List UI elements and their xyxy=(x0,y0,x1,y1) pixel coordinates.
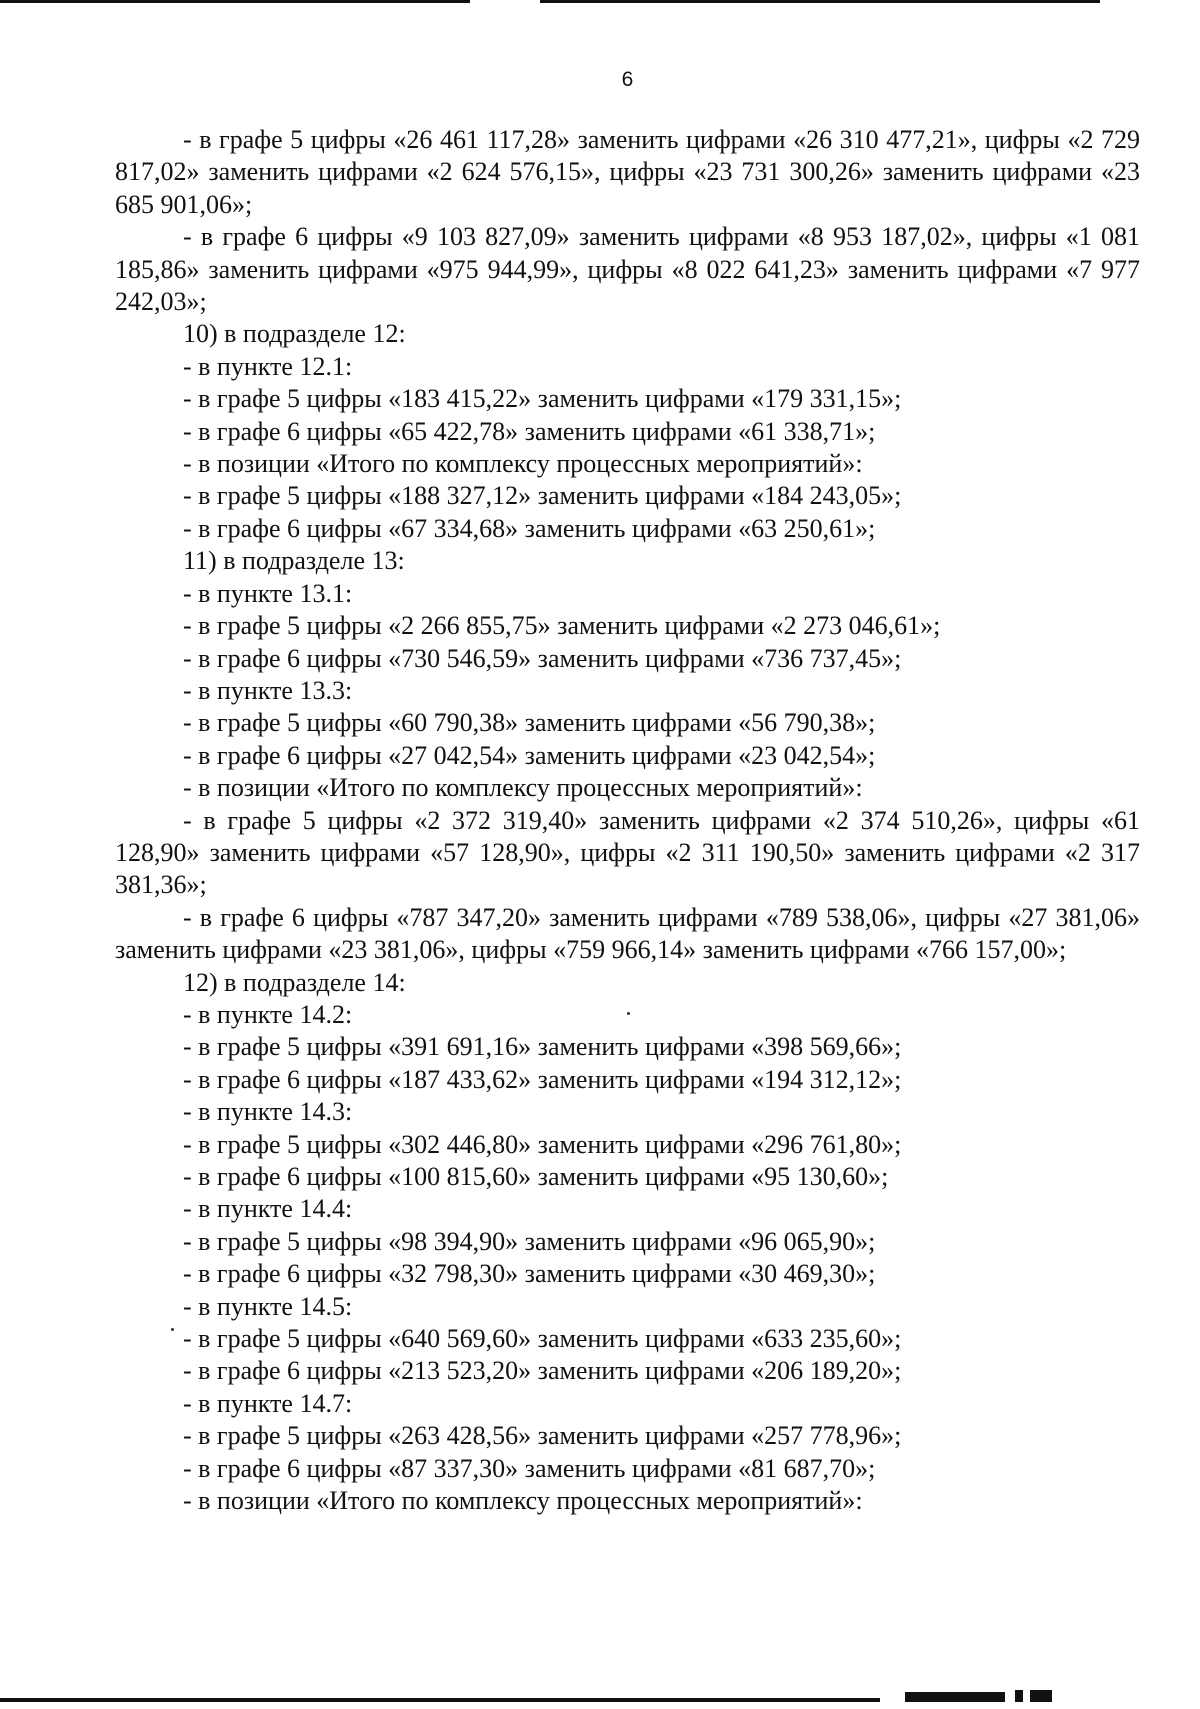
text-line: - в пункте 13.1: xyxy=(183,578,353,608)
scan-edge-bottom xyxy=(0,1690,1200,1709)
text-line: - в пункте 14.2: xyxy=(183,999,353,1029)
text-line: - в графе 6 цифры «213 523,20» заменить цифрами «206 189,20»; xyxy=(183,1356,902,1386)
scan-speck xyxy=(627,1012,630,1015)
text-line: - в графе 6 цифры «67 334,68» заменить цифрами «63 250,61»; xyxy=(183,513,876,543)
scan-mark xyxy=(0,1698,880,1702)
text-line: - в графе 5 цифры «98 394,90» заменить цифрами «96 065,90»; xyxy=(183,1226,876,1256)
text-line: - в позиции «Итого по комплексу процессных мероприятий»: xyxy=(183,773,863,803)
text-line: - в пункте 14.7: xyxy=(183,1388,353,1418)
scan-speck xyxy=(171,1328,174,1331)
text-line: - в графе 6 цифры «32 798,30» заменить цифрами «30 469,30»; xyxy=(183,1259,876,1289)
scan-mark xyxy=(1030,1690,1052,1702)
text-line: - в графе 5 цифры «183 415,22» заменить цифрами «179 331,15»; xyxy=(183,384,902,414)
text-line: - в графе 5 цифры «188 327,12» заменить цифрами «184 243,05»; xyxy=(183,481,902,511)
scan-mark xyxy=(1015,1690,1023,1702)
text-line: 10) в подразделе 12: xyxy=(183,319,406,349)
text-line: - в графе 6 цифры «187 433,62» заменить цифрами «194 312,12»; xyxy=(183,1064,902,1094)
text-line: - в позиции «Итого по комплексу процессных мероприятий»: xyxy=(183,1486,863,1516)
text-line: - в графе 6 цифры «27 042,54» заменить цифрами «23 042,54»; xyxy=(183,740,876,770)
text-line: - в графе 5 цифры «60 790,38» заменить цифрами «56 790,38»; xyxy=(183,708,876,738)
text-line: 11) в подразделе 13: xyxy=(183,546,405,576)
scan-mark xyxy=(0,0,470,3)
text-line: - в позиции «Итого по комплексу процессных мероприятий»: xyxy=(183,449,863,479)
text-line: - в графе 5 цифры «391 691,16» заменить цифрами «398 569,66»; xyxy=(183,1032,902,1062)
text-line: - в графе 5 цифры «302 446,80» заменить цифрами «296 761,80»; xyxy=(183,1129,902,1159)
text-line: 12) в подразделе 14: xyxy=(183,967,406,997)
paragraph: - в графе 5 цифры «2 372 319,40» заменить цифрами «2 374 510,26», цифры «61 128,90» заменить цифрами «57 128,90», цифры «2 311 190,50» заменить цифрами «2 317 381,36»; xyxy=(115,805,1140,900)
paragraph: - в графе 6 цифры «787 347,20» заменить цифрами «789 538,06», цифры «27 381,06» заменить цифрами «23 381,06», цифры «759 966,14» заменить цифрами «766 157,00»; xyxy=(115,902,1140,965)
text-line: - в пункте 13.3: xyxy=(183,675,353,705)
text-line: - в графе 5 цифры «2 266 855,75» заменить цифрами «2 273 046,61»; xyxy=(183,611,941,641)
text-line: - в графе 5 цифры «263 428,56» заменить цифрами «257 778,96»; xyxy=(183,1421,902,1451)
paragraph: - в графе 6 цифры «9 103 827,09» заменить цифрами «8 953 187,02», цифры «1 081 185,86» заменить цифрами «975 944,99», цифры «8 022 641,23» заменить цифрами «7 977 242,03»; xyxy=(115,222,1140,317)
scan-mark xyxy=(905,1692,1005,1702)
text-line: - в графе 6 цифры «65 422,78» заменить цифрами «61 338,71»; xyxy=(183,416,876,446)
page-number: 6 xyxy=(621,68,634,91)
scan-edge-top xyxy=(0,0,1200,10)
document-body xyxy=(115,124,1140,1517)
text-line: - в пункте 14.4: xyxy=(183,1194,353,1224)
text-line: - в графе 6 цифры «730 546,59» заменить цифрами «736 737,45»; xyxy=(183,643,902,673)
paragraph: - в графе 5 цифры «26 461 117,28» заменить цифрами «26 310 477,21», цифры «2 729 817,02» заменить цифрами «2 624 576,15», цифры «23 731 300,26» заменить цифрами «23 685 901,06»; xyxy=(115,125,1140,219)
text-line: - в графе 6 цифры «87 337,30» заменить цифрами «81 687,70»; xyxy=(183,1453,876,1483)
text-line: - в графе 5 цифры «640 569,60» заменить цифрами «633 235,60»; xyxy=(183,1324,902,1354)
text-line: - в графе 6 цифры «100 815,60» заменить цифрами «95 130,60»; xyxy=(183,1162,889,1191)
text-line: - в пункте 12.1: xyxy=(183,351,353,381)
scan-mark xyxy=(540,0,1100,3)
text-line: - в пункте 14.3: xyxy=(183,1097,353,1127)
text-line: - в пункте 14.5: xyxy=(183,1291,353,1321)
